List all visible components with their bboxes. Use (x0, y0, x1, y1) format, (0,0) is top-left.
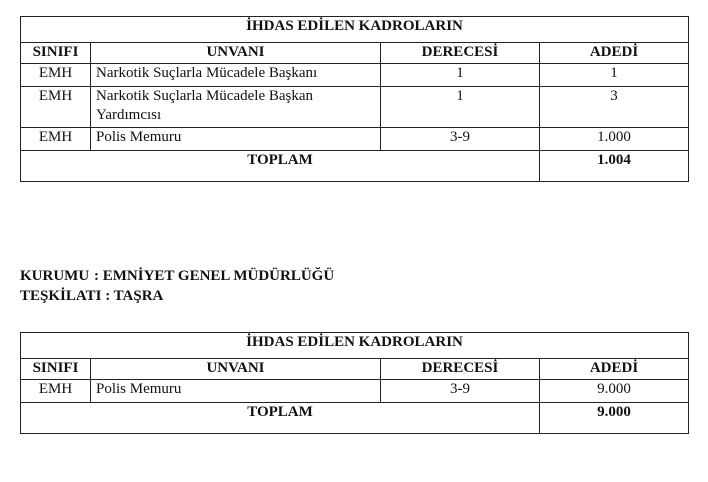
table-row (21, 64, 689, 87)
total-value: 9.000 (540, 403, 689, 434)
total-value: 1.004 (540, 151, 689, 182)
cell-adedi: 9.000 (540, 380, 689, 403)
cell-adedi: 1.000 (540, 128, 689, 151)
table-row (21, 128, 689, 151)
teskilati-label: TEŞKİLATI (20, 288, 102, 304)
kurumu-line (20, 266, 334, 286)
header-derecesi: DERECESİ (381, 359, 540, 380)
institution-info (20, 266, 334, 306)
table-title: İHDAS EDİLEN KADROLARIN (21, 17, 689, 43)
kurumu-value: : EMNİYET GENEL MÜDÜRLÜĞÜ (94, 268, 335, 284)
header-derecesi: DERECESİ (381, 43, 540, 64)
kadro-table-1 (20, 16, 689, 182)
cell-derecesi: 3-9 (381, 128, 540, 151)
cell-unvani: Polis Memuru (91, 128, 381, 151)
cell-derecesi: 1 (381, 87, 540, 128)
cell-adedi: 1 (540, 64, 689, 87)
cell-unvani: Narkotik Suçlarla Mücadele Başkanı (91, 64, 381, 87)
cell-adedi: 3 (540, 87, 689, 128)
header-unvani: UNVANI (91, 359, 381, 380)
header-sinifi: SINIFI (21, 43, 91, 64)
cell-derecesi: 1 (381, 64, 540, 87)
table-title: İHDAS EDİLEN KADROLARIN (21, 333, 689, 359)
total-row (21, 403, 689, 434)
teskilati-line (20, 286, 334, 306)
header-sinifi: SINIFI (21, 359, 91, 380)
total-label: TOPLAM (21, 403, 540, 434)
cell-unvani: Polis Memuru (91, 380, 381, 403)
cell-sinifi: EMH (21, 380, 91, 403)
total-row (21, 151, 689, 182)
kadro-table-2 (20, 332, 689, 434)
cell-sinifi: EMH (21, 64, 91, 87)
table-row (21, 87, 689, 128)
cell-sinifi: EMH (21, 87, 91, 128)
table-row (21, 380, 689, 403)
cell-derecesi: 3-9 (381, 380, 540, 403)
header-unvani: UNVANI (91, 43, 381, 64)
kurumu-label: KURUMU (20, 268, 90, 284)
header-adedi: ADEDİ (540, 43, 689, 64)
header-adedi: ADEDİ (540, 359, 689, 380)
cell-sinifi: EMH (21, 128, 91, 151)
teskilati-value: : TAŞRA (105, 288, 164, 304)
cell-unvani: Narkotik Suçlarla Mücadele Başkan Yardımcısı (91, 87, 381, 128)
total-label: TOPLAM (21, 151, 540, 182)
